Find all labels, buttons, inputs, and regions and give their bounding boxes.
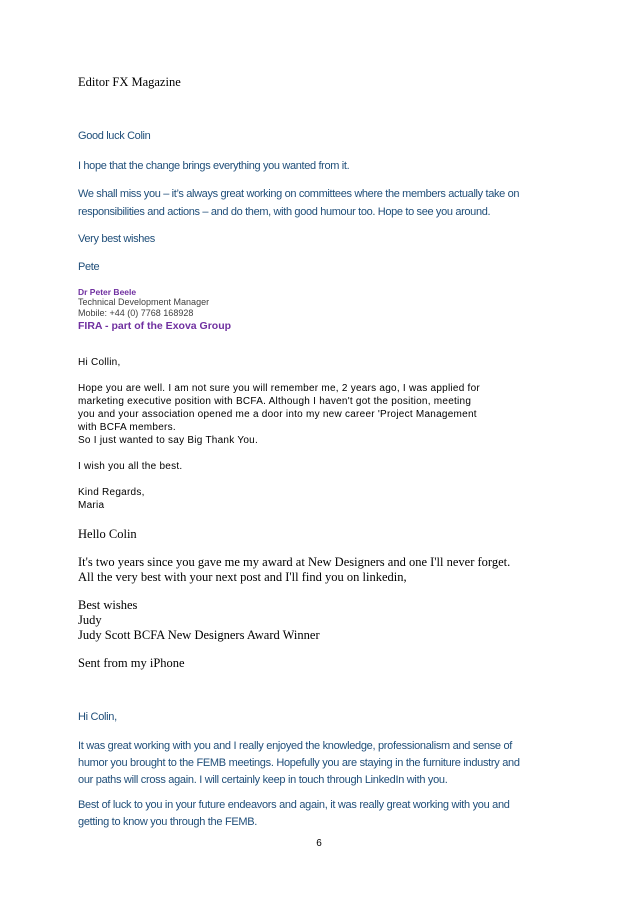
pete-para-line1: We shall miss you – it’s always great working on committees where the members actually take on <box>78 188 520 200</box>
pete-closing: Very best wishes <box>78 233 155 245</box>
judy-closing: Best wishes <box>78 598 138 612</box>
femb-para1-line2: humor you brought to the FEMB meetings. Hopefully you are staying in the furniture industry and <box>78 757 520 769</box>
maria-line5: So I just wanted to say Big Thank You. <box>78 435 258 446</box>
signature-mobile: Mobile: +44 (0) 7768 168928 <box>78 308 194 318</box>
femb-para2-line2: getting to know you through the FEMB. <box>78 816 258 828</box>
femb-para2-line1: Best of luck to you in your future endeavors and again, it was really great working with you and <box>78 799 510 811</box>
maria-line4: with BCFA members. <box>78 422 176 433</box>
judy-greeting: Hello Colin <box>78 527 137 541</box>
pete-line: I hope that the change brings everything you wanted from it. <box>78 160 350 172</box>
signature-name: Dr Peter Beele <box>78 287 137 297</box>
maria-line3: you and your association opened me a door into my new career 'Project Management <box>78 409 477 420</box>
judy-signature: Judy Scott BCFA New Designers Award Winner <box>78 628 320 642</box>
judy-line1: It's two years since you gave me my award at New Designers and one I'll never forget. <box>78 555 511 569</box>
maria-closing: Kind Regards, <box>78 487 145 498</box>
pete-para-line2: responsibilities and actions – and do them, with good humour too. Hope to see you around. <box>78 206 491 218</box>
pete-name: Pete <box>78 261 100 273</box>
maria-greeting: Hi Collin, <box>78 357 121 368</box>
maria-name: Maria <box>78 500 105 511</box>
femb-greeting: Hi Colin, <box>78 711 117 723</box>
pete-greeting: Good luck Colin <box>78 130 151 142</box>
judy-name: Judy <box>78 613 102 627</box>
judy-line2: All the very best with your next post and I'll find you on linkedin, <box>78 570 407 584</box>
signature-title: Technical Development Manager <box>78 297 210 307</box>
maria-line2: marketing executive position with BCFA. Although I haven't got the position, meeting <box>78 396 472 407</box>
femb-para1-line3: our paths will cross again. I will certainly keep in touch through LinkedIn with you. <box>78 774 448 786</box>
editor-heading: Editor FX Magazine <box>78 75 181 89</box>
femb-para1-line1: It was great working with you and I really enjoyed the knowledge, professionalism and sense of <box>78 740 513 752</box>
signature-organisation: FIRA - part of the Exova Group <box>78 320 232 332</box>
maria-line6: I wish you all the best. <box>78 461 183 472</box>
maria-line1: Hope you are well. I am not sure you will remember me, 2 years ago, I was applied for <box>78 383 480 394</box>
page-number: 6 <box>316 838 322 849</box>
judy-sent-from: Sent from my iPhone <box>78 656 185 670</box>
